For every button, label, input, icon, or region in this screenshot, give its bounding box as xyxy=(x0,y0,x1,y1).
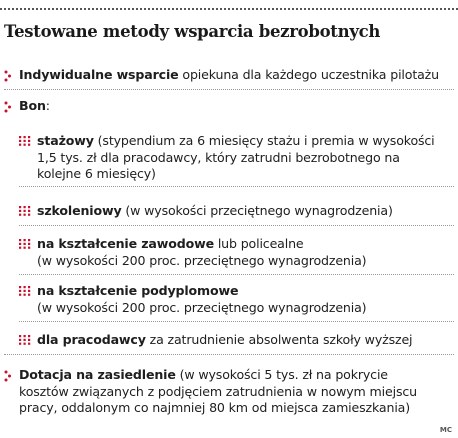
separator xyxy=(19,274,454,275)
item-bold: na kształcenie zawodowe xyxy=(37,236,214,251)
bon-item-vocational xyxy=(37,236,366,269)
item-text-line3: pracy, oddalonym co najmniej 80 km od miejsca zamieszkania) xyxy=(19,400,411,415)
credit: MC xyxy=(439,426,452,434)
item-text-line2: 1,5 tys. zł dla pracodawcy, który zatrudni bezrobotnego na xyxy=(37,149,400,165)
grid-bullet-icon xyxy=(19,136,31,146)
separator xyxy=(19,225,454,226)
item-bold: Indywidualne wsparcie xyxy=(19,67,179,82)
item-bold: Bon xyxy=(19,98,46,113)
item-text: (w wysokości przeciętnego wynagrodzenia) xyxy=(121,203,393,218)
item-bold: na kształcenie podyplomowe xyxy=(37,283,239,298)
grid-bullet-icon xyxy=(19,206,31,216)
bon-item-internship xyxy=(37,133,435,183)
item-text-line2: kosztów związanych z podjęciem zatrudnienia w nowym miejscu xyxy=(19,383,417,399)
grid-bullet-icon xyxy=(19,335,31,345)
item-text-line2: (w wysokości 200 proc. przeciętnego wynagrodzenia) xyxy=(37,299,367,315)
separator xyxy=(19,186,454,187)
item-text: (stypendium za 6 miesięcy stażu i premia w wysokości xyxy=(93,133,435,148)
item-bold: stażowy xyxy=(37,133,94,148)
grid-bullet-icon xyxy=(19,239,31,249)
item-individual-support xyxy=(19,67,439,84)
item-bold: szkoleniowy xyxy=(37,203,122,218)
item-relocation-grant xyxy=(19,367,417,417)
item-bold: dla pracodawcy xyxy=(37,332,146,347)
item-text: za zatrudnienie absolwenta szkoły wyższej xyxy=(145,332,413,347)
arrow-icon xyxy=(4,101,14,113)
bon-item-training xyxy=(37,203,393,220)
top-rule xyxy=(0,8,458,10)
item-bon xyxy=(19,98,50,115)
item-text-line3: kolejne 6 miesięcy) xyxy=(37,166,156,181)
item-bold: Dotacja na zasiedlenie xyxy=(19,367,176,382)
bon-item-employer xyxy=(37,332,412,349)
arrow-icon xyxy=(4,370,14,382)
separator xyxy=(4,89,454,90)
item-text: opiekuna dla każdego uczestnika pilotażu xyxy=(178,67,439,82)
title: Testowane metody wsparcia bezrobotnych xyxy=(4,22,381,41)
separator xyxy=(19,321,454,322)
grid-bullet-icon xyxy=(19,286,31,296)
item-text: (w wysokości 5 tys. zł na pokrycie xyxy=(175,367,388,382)
separator xyxy=(4,354,454,355)
bon-item-postgraduate xyxy=(37,283,366,316)
item-text: lub policealne xyxy=(213,236,304,251)
arrow-icon xyxy=(4,70,14,82)
item-text: : xyxy=(45,98,50,113)
item-text-line2: (w wysokości 200 proc. przeciętnego wynagrodzenia) xyxy=(37,252,367,268)
